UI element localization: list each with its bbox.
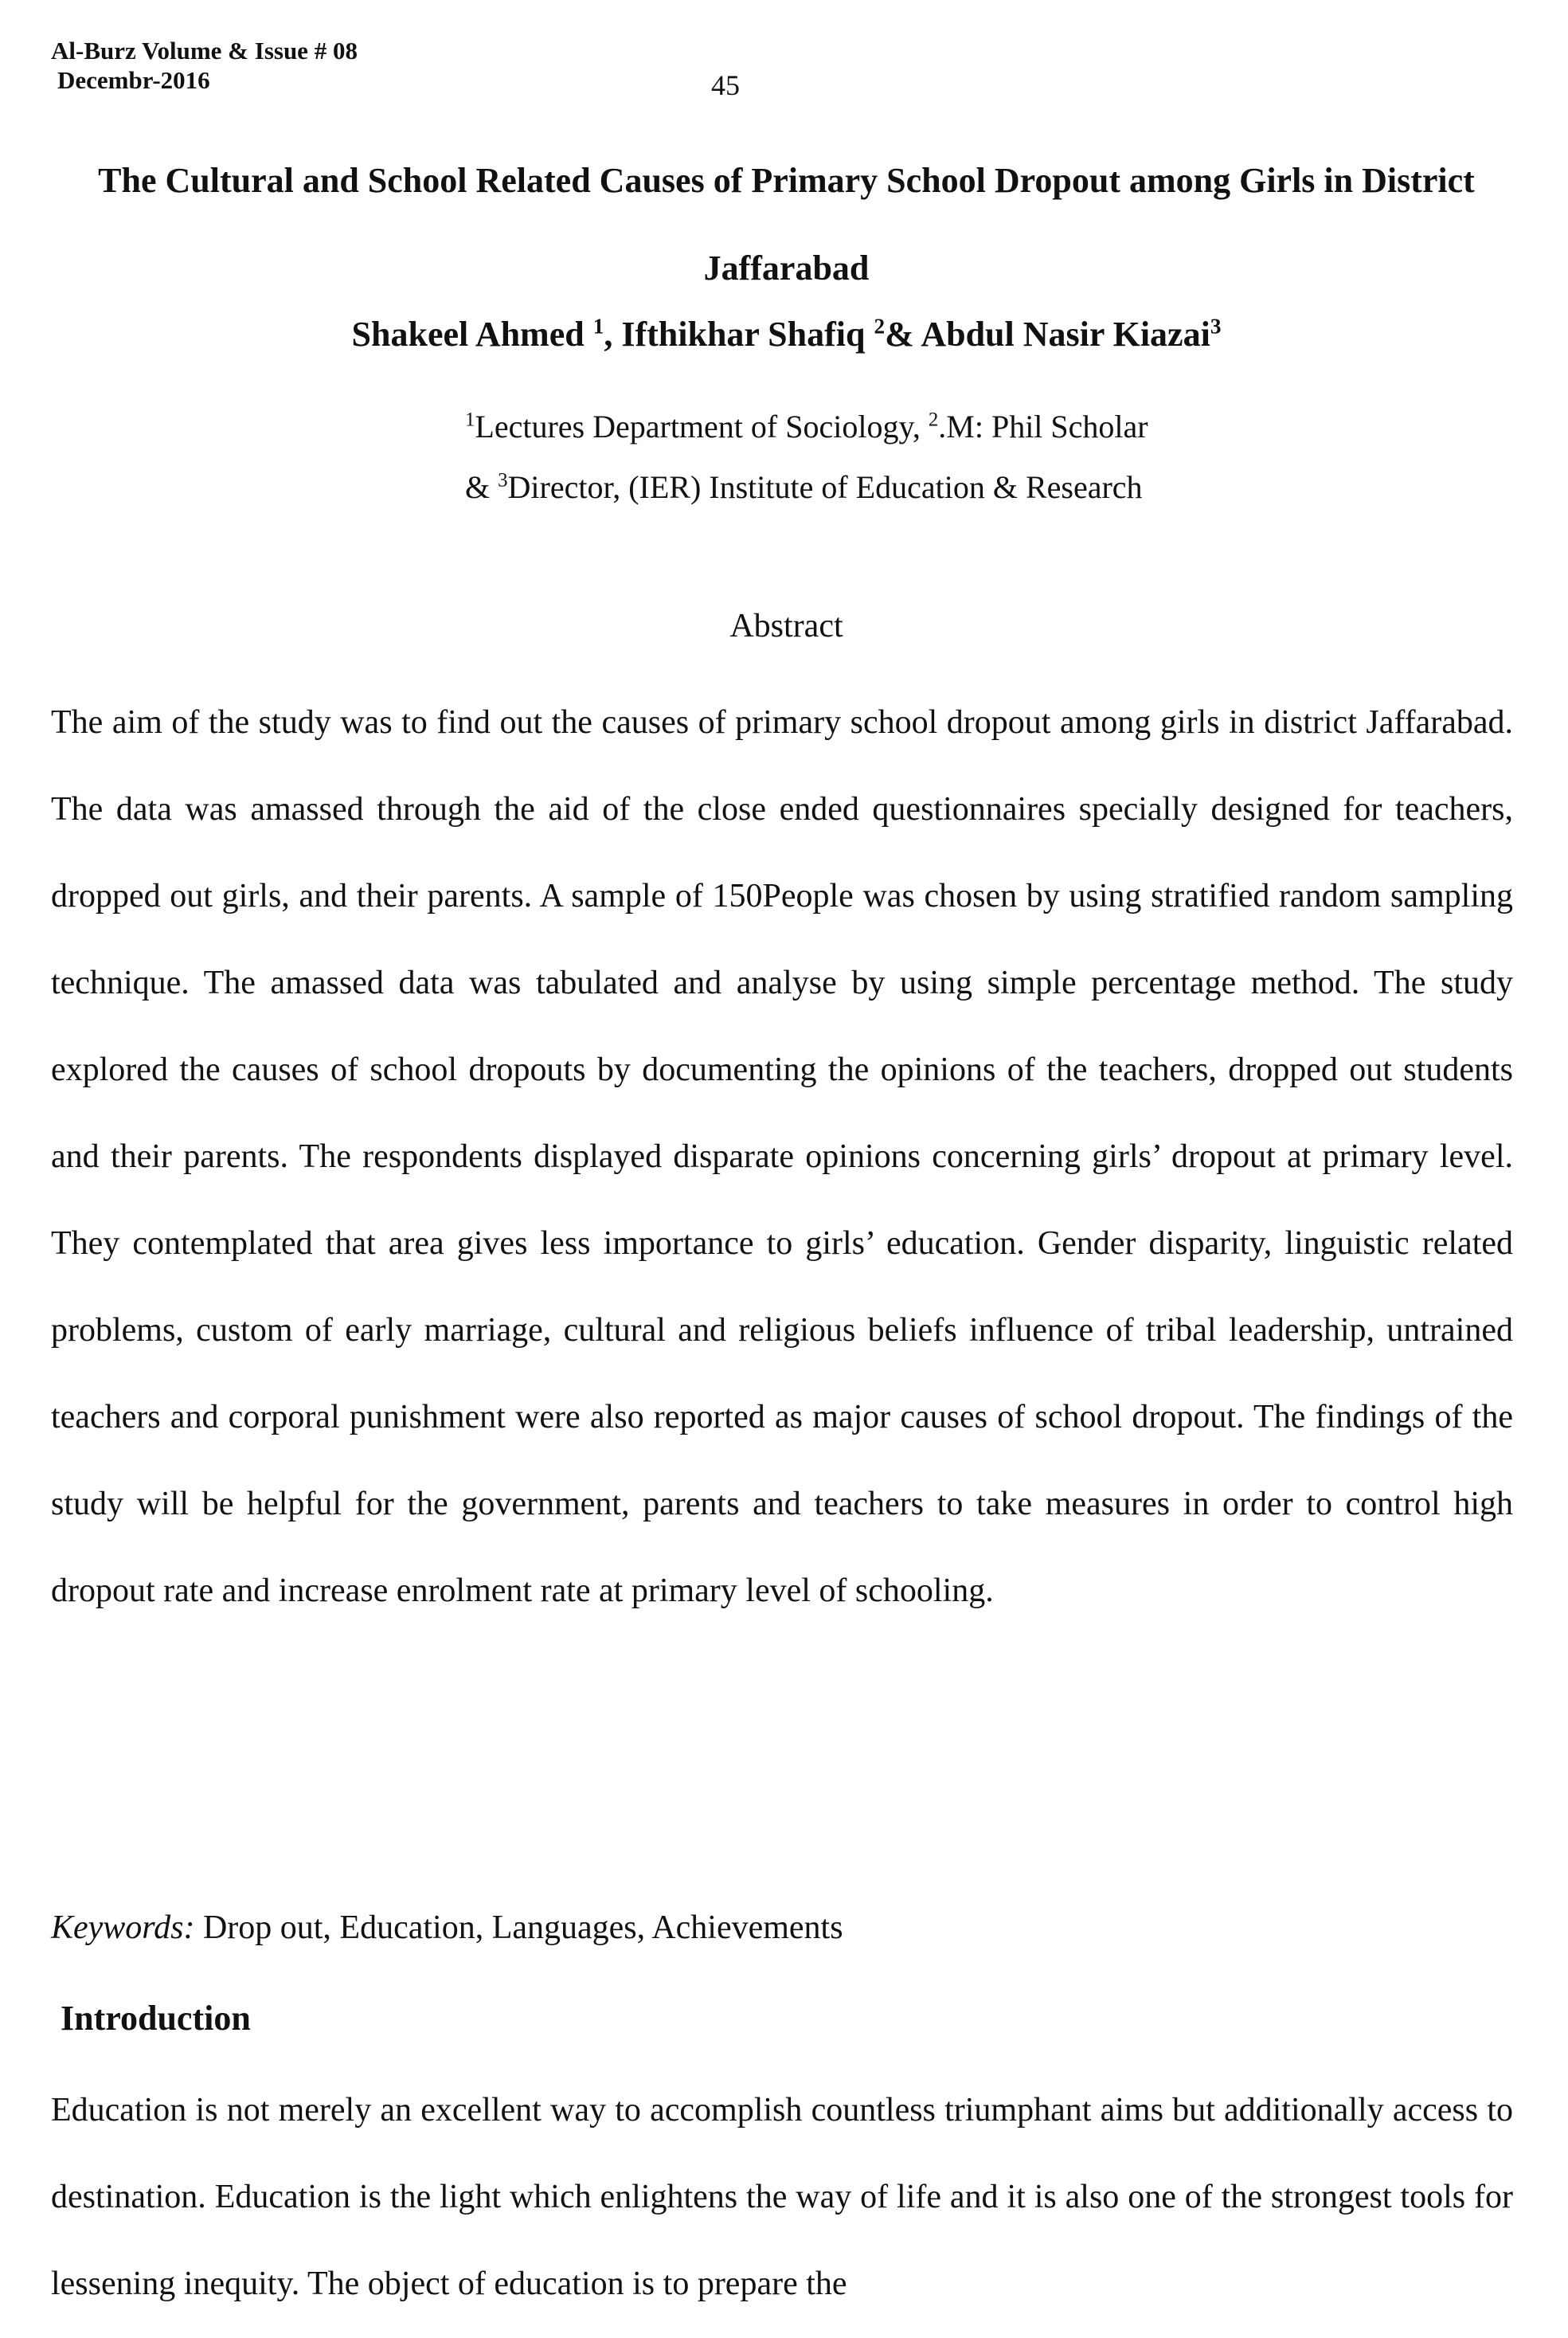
author-name: Abdul Nasir Kiazai [921,315,1210,354]
author-line [64,311,1509,358]
affiliation-mark: 1 [465,409,475,431]
author-affiliation-mark: 3 [1210,314,1222,339]
author-separator: , [604,315,622,354]
author-name: Shakeel Ahmed [351,315,593,354]
affiliation-line-1 [465,397,1148,457]
keywords-label: Keywords: [51,1909,195,1946]
keywords-text: Drop out, Education, Languages, Achievements [194,1909,843,1946]
journal-date-line: Decembr-2016 [57,65,210,94]
keywords [51,1909,843,1947]
affiliation-text: Lectures Department of Sociology, [475,409,929,444]
introduction-heading: Introduction [61,1999,251,2038]
author-affiliation-mark: 1 [592,314,604,339]
abstract-text: The aim of the study was to find out the causes of primary school dropout among girls in district Jaffarabad. The data was amassed through the aid of the close ended questionnaires specially designed for teachers, dropped out girls, and their parents. A sample of 150People was chosen by using stratified random sampling technique. The amassed data was tabulated and analyse by using simple percentage method. The study explored the causes of school dropouts by documenting the opinions of the teachers, dropped out students and their parents. The respondents displayed disparate opinions concerning girls’ dropout at primary level. They contemplated that area gives less importance to girls’ education. Gender disparity, linguistic related problems, custom of early marriage, cultural and religious beliefs influence of tribal leadership, untrained teachers and corporal punishment were also reported as major causes of school dropout. The findings of the study will be helpful for the government, parents and teachers to take measures in order to control high dropout rate and increase enrolment rate at primary level of schooling. [51,704,1513,1609]
affiliation-prefix: & [465,469,499,505]
abstract-heading: Abstract [729,608,843,644]
author-separator: & [885,315,921,354]
page-number: 45 [711,69,740,101]
introduction-text: Education is not merely an excellent way to accomplish countless triumphant aims but additionally access to destination. Education is the light which enlightens the way of life and it is also one of the strongest tools for lessening inequity. The object of education is to prepare the [51,2092,1513,2302]
affiliations [465,397,1148,518]
journal-header [51,37,358,95]
affiliation-mark: 2 [928,409,939,431]
affiliation-line-2 [465,457,1148,518]
affiliation-text: Director, (IER) Institute of Education & Research [507,469,1143,505]
author-affiliation-mark: 2 [874,314,886,339]
article-title: The Cultural and School Related Causes of Primary School Dropout among Girls in District Jaffarabad [98,161,1475,288]
affiliation-mark: 3 [498,469,508,491]
author-name: Ifthikhar Shafiq [621,315,874,354]
affiliation-text: .M: Phil Scholar [938,409,1148,444]
journal-volume-line: Al-Burz Volume & Issue # 08 [51,37,358,65]
